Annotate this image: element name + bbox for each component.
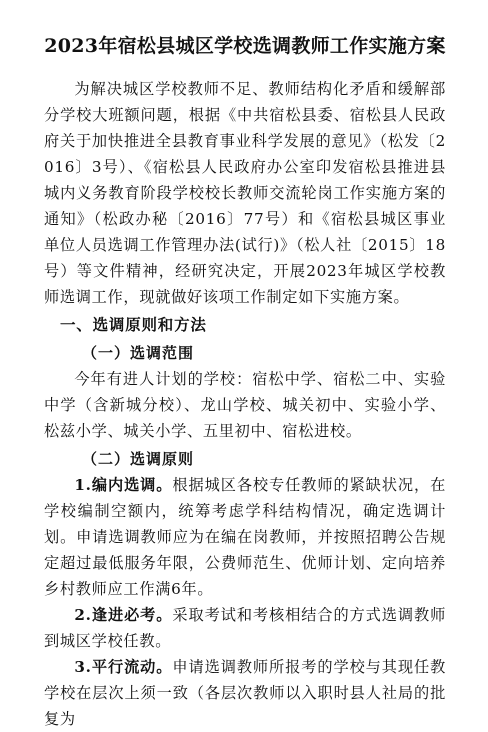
rule-item-1-label: 1.编内选调。 [74,476,173,494]
rule-item-3-label: 3.平行流动。 [74,658,173,676]
subsection-heading-scope: （一）选调范围 [82,344,195,362]
rule-item-3 [44,654,446,732]
rule-item-3-text: 申请选调教师所报考的学校与其现任教学校在层次上须一致（各层次教师以入职时县人社局的批复为 [44,658,446,728]
rule-item-2 [44,602,446,654]
rule-item-2-label: 2.逢进必考。 [74,606,173,624]
rule-item-1 [44,472,446,602]
scope-paragraph: 今年有进人计划的学校：宿松中学、宿松二中、实验中学（含新城分校）、龙山学校、城关初中、实验小学、松兹小学、城关小学、五里初中、宿松进校。 [44,370,446,440]
section-heading-principles: 一、选调原则和方法 [60,316,207,334]
document-title: 2023年宿松县城区学校选调教师工作实施方案 [44,35,446,57]
rule-item-1-text: 根据城区各校专任教师的紧缺状况，在学校编制空额内，统筹考虑学科结构情况，确定选调计划。申请选调教师应为在编在岗教师，并按照招聘公告规定超过最低服务年限，公费师范生、优师计划、定向培养乡村教师应工作满6年。 [44,476,446,598]
intro-paragraph: 为解决城区学校教师不足、教师结构化矛盾和缓解部分学校大班额问题，根据《中共宿松县委、宿松县人民政府关于加快推进全县教育事业科学发展的意见》（松发〔2016〕3号）、《宿松县人民政府办公室印发宿松县推进县城内义务教育阶段学校校长教师交流轮岗工作实施方案的通知》（松政办秘〔2016〕77号）和《宿松县城区事业单位人员选调工作管理办法(试行)》（松人社〔2015〕18号）等文件精神，经研究决定，开展2023年城区学校教师选调工作，现就做好该项工作制定如下实施方案。 [44,80,446,306]
subsection-heading-rules: （二）选调原则 [82,450,195,468]
rule-item-2-text: 采取考试和考核相结合的方式选调教师到城区学校任教。 [44,606,446,650]
